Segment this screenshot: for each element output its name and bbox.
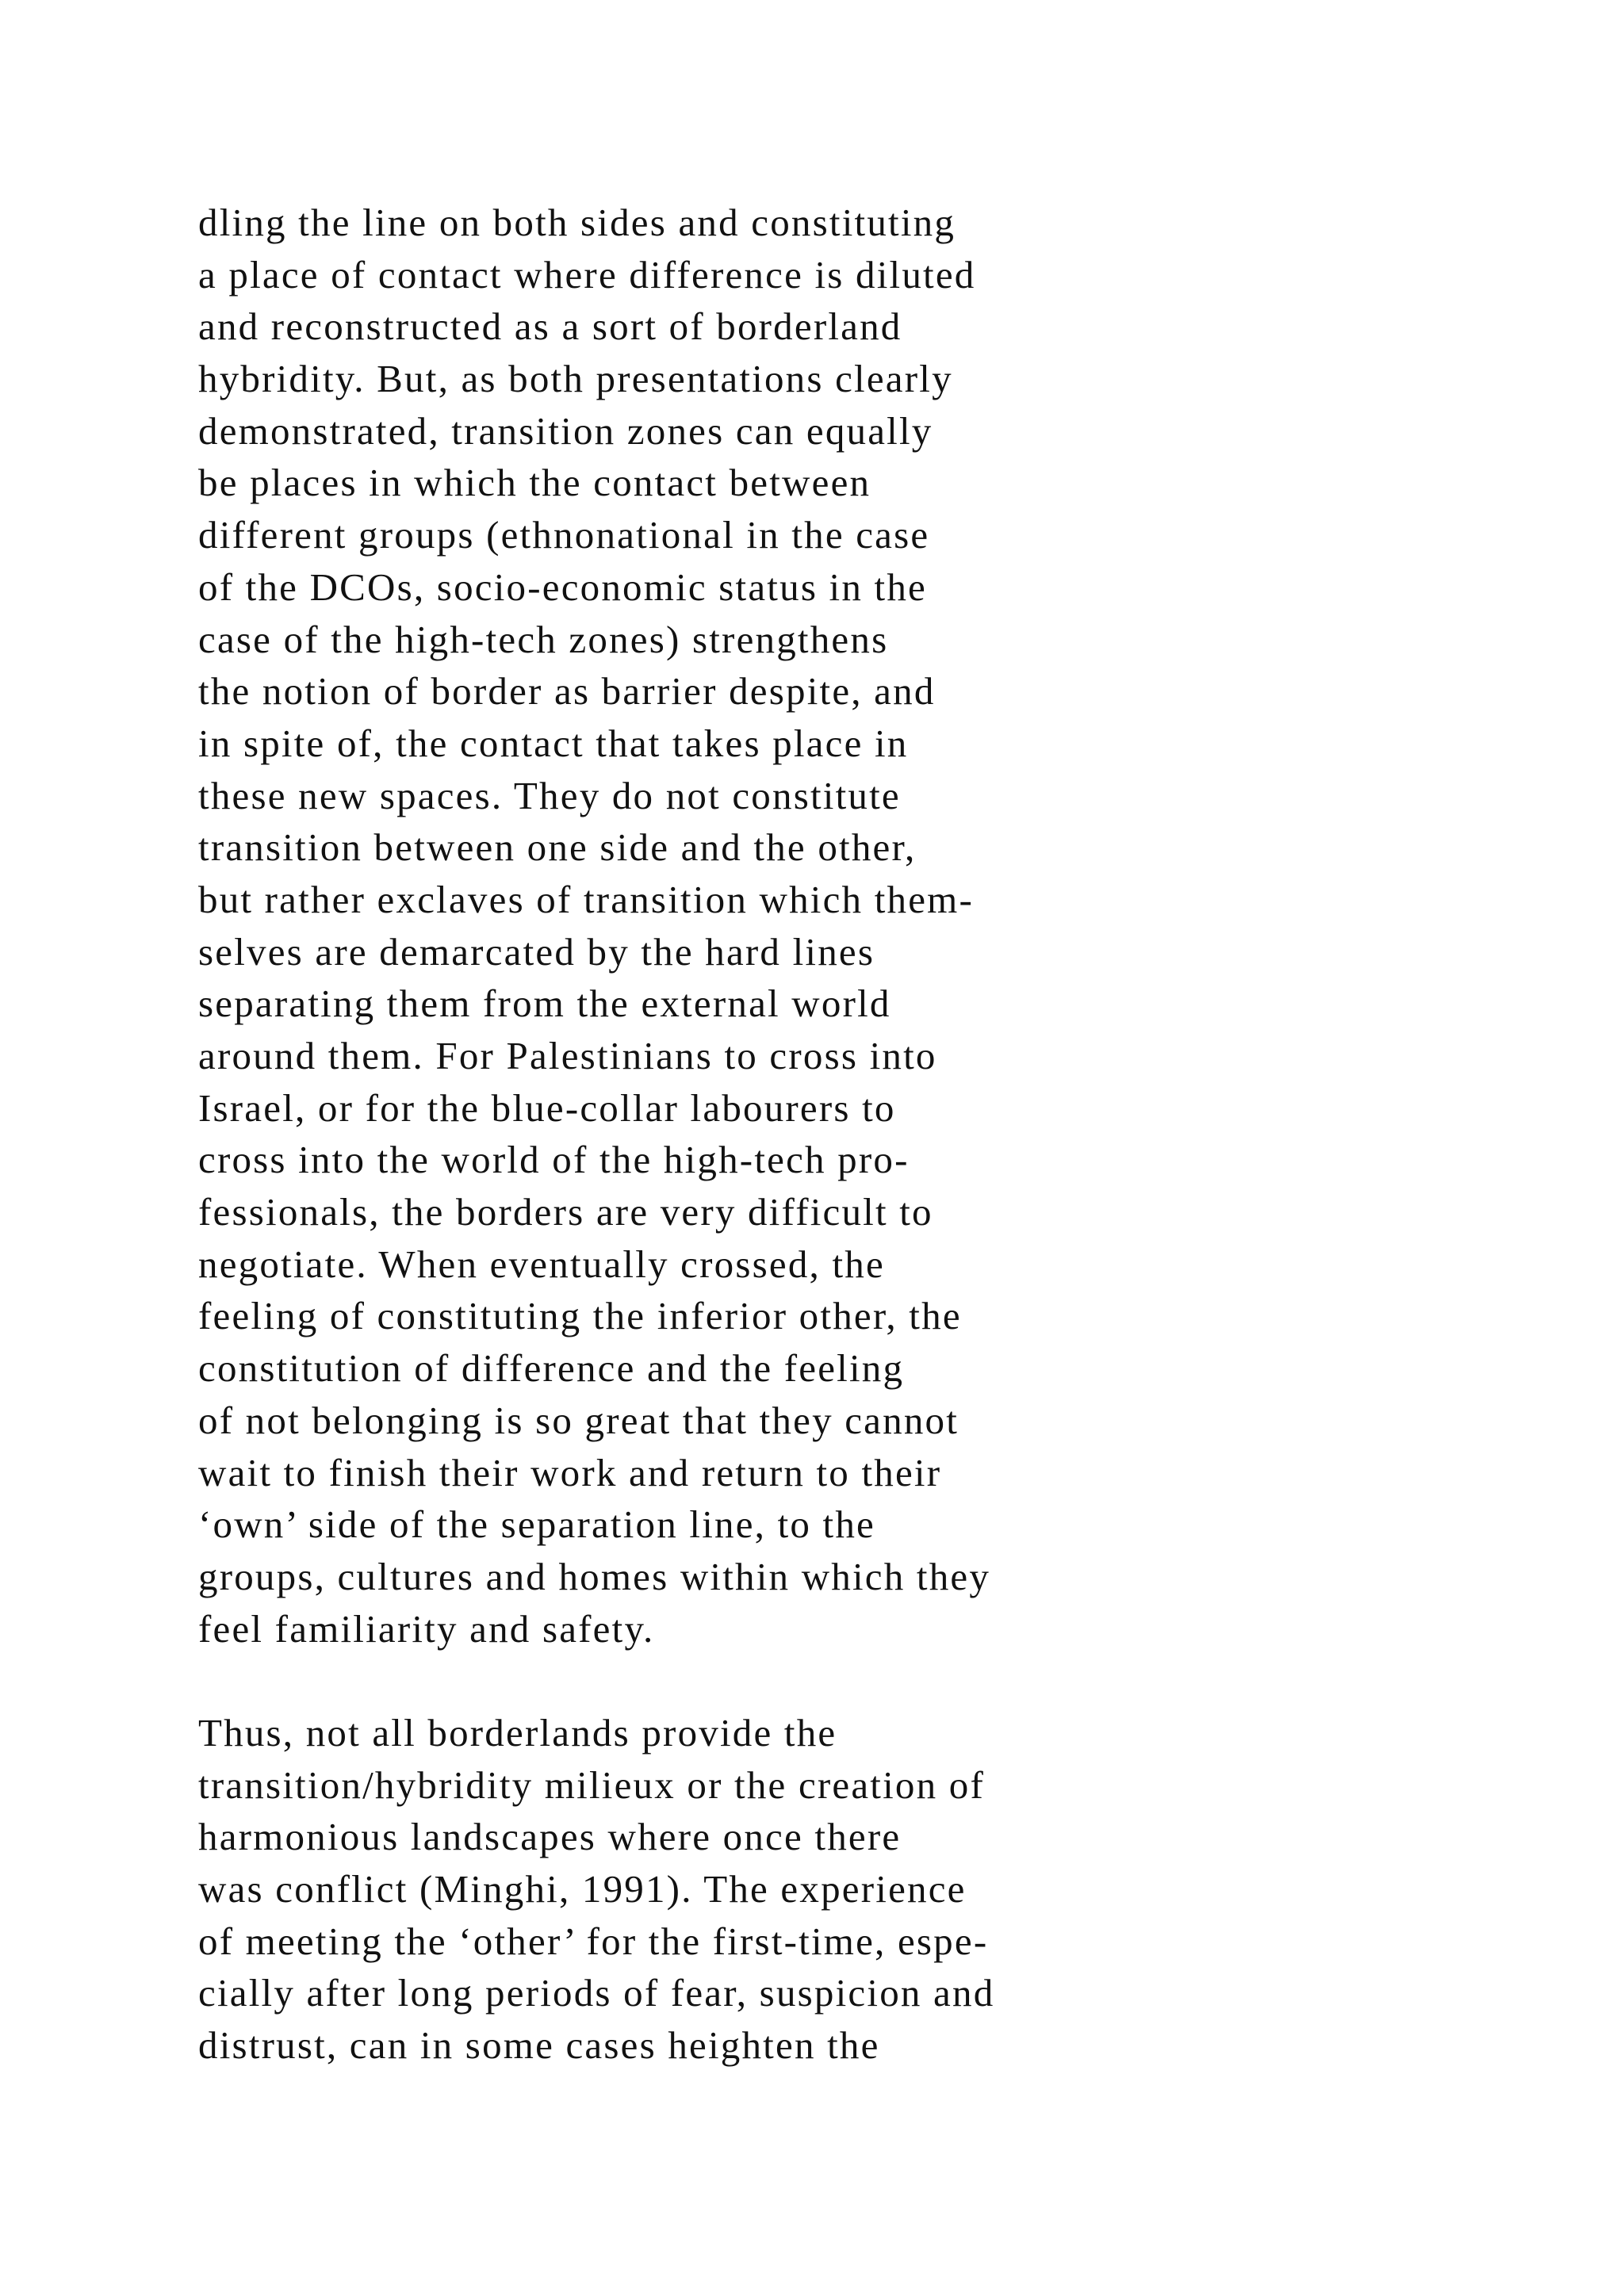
text-line: constitution of difference and the feeling: [198, 1346, 905, 1391]
text-line: a place of contact where difference is diluted: [198, 252, 976, 297]
text-line: dling the line on both sides and constituting: [198, 201, 956, 244]
paragraph-2: [198, 1707, 1388, 2072]
text-line: and reconstructed as a sort of borderland: [198, 304, 902, 349]
text-line: of the DCOs, socio-economic status in the: [198, 564, 927, 609]
text-line: but rather exclaves of transition which them-: [198, 877, 974, 921]
body-text: [198, 197, 1388, 2072]
text-line: selves are demarcated by the hard lines: [198, 929, 875, 974]
text-line: feeling of constituting the inferior other, the: [198, 1294, 962, 1338]
text-line: transition/hybridity milieux or the creation of: [198, 1762, 986, 1807]
text-line: around them. For Palestinians to cross into: [198, 1034, 937, 1077]
text-line: was conflict (Minghi, 1991). The experience: [198, 1867, 967, 1911]
text-line: wait to finish their work and return to their: [198, 1450, 942, 1494]
text-line: ‘own’ side of the separation line, to the: [198, 1502, 876, 1547]
text-line: in spite of, the contact that takes place in: [198, 721, 909, 765]
text-line: separating them from the external world: [198, 982, 891, 1026]
text-line: fessionals, the borders are very difficult to: [198, 1190, 933, 1234]
text-line: Thus, not all borderlands provide the: [198, 1710, 837, 1755]
text-line: cross into the world of the high-tech pro-: [198, 1138, 910, 1182]
text-line: different groups (ethnonational in the case: [198, 513, 930, 557]
text-line: of not belonging is so great that they cannot: [198, 1398, 959, 1442]
text-line: feel familiarity and safety.: [198, 1606, 655, 1651]
text-line: of meeting the ‘other’ for the first-time, espe-: [198, 1919, 989, 1963]
text-line: be places in which the contact between: [198, 461, 871, 505]
text-line: distrust, can in some cases heighten the: [198, 2023, 880, 2068]
text-line: transition between one side and the other,: [198, 825, 917, 870]
text-line: these new spaces. They do not constitute: [198, 773, 901, 817]
text-line: case of the high-tech zones) strengthens: [198, 617, 889, 661]
text-line: hybridity. But, as both presentations clearly: [198, 357, 953, 401]
text-line: Israel, or for the blue-collar labourers to: [198, 1085, 896, 1130]
text-line: the notion of border as barrier despite, and: [198, 669, 936, 714]
text-line: groups, cultures and homes within which they: [198, 1554, 991, 1598]
paragraph-1: [198, 197, 1388, 1655]
text-line: negotiate. When eventually crossed, the: [198, 1242, 885, 1286]
text-line: demonstrated, transition zones can equally: [198, 408, 933, 453]
text-line: cially after long periods of fear, suspicion and: [198, 1971, 995, 2015]
text-line: harmonious landscapes where once there: [198, 1815, 902, 1859]
